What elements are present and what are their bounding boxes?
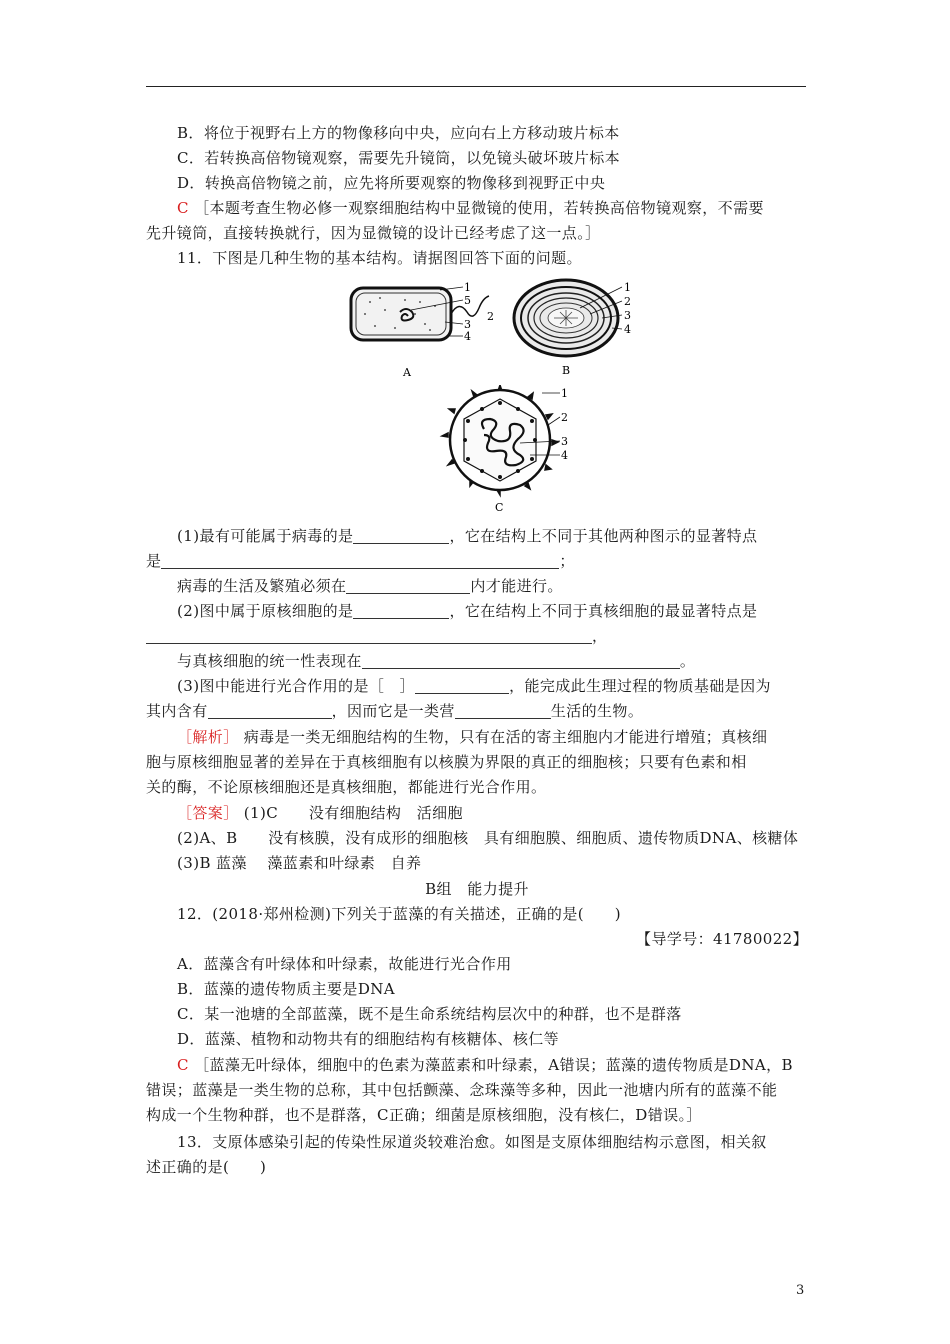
figure-b-label-1: 1: [624, 281, 631, 294]
q11-part3-line2: 其内含有 ，因而它是一类营 生活的生物。: [146, 702, 644, 720]
q10-answer-letter: C: [177, 199, 189, 217]
q12-answer-letter: C: [177, 1056, 189, 1074]
q10-explanation-line2: 先升镜筒，直接转换就行，因为显微镜的设计已经考虑了这一点。］: [146, 224, 601, 242]
q12-explanation-line2: 错误；蓝藻是一类生物的总称，其中包括颤藻、念珠藻等多种，因此一池塘内所有的蓝藻不能: [146, 1081, 778, 1099]
figure-c-label-4: 4: [561, 449, 568, 462]
q11-analysis-line3: 关的酶，不论原核细胞还是真核细胞，都能进行光合作用。: [146, 778, 547, 796]
blank-1[interactable]: [353, 528, 449, 544]
q11-answer-line1: ［答案］ (1)C 没有细胞结构 活细胞: [177, 804, 463, 822]
analysis-tag: ［解析］: [177, 728, 239, 746]
figure-c-label-2: 2: [561, 411, 568, 424]
figure-a-label-4: 4: [464, 330, 471, 343]
q11-answer-line3: (3)B 蓝藻 藻蓝素和叶绿素 自养: [177, 854, 422, 872]
q12-option-d: D．蓝藻、植物和动物共有的细胞结构有核糖体、核仁等: [177, 1030, 560, 1048]
q13-stem-line2: 述正确的是( ): [146, 1158, 267, 1176]
figure-b-caption: B: [562, 364, 571, 377]
blank-7[interactable]: [415, 678, 509, 694]
blank-8[interactable]: [208, 703, 332, 719]
figure-b-label-3: 3: [624, 309, 631, 322]
figure-c-label-1: 1: [561, 387, 568, 400]
q11-part1-line3: 病毒的生活及繁殖必须在 内才能进行。: [177, 577, 563, 595]
q10-option-d: D．转换高倍物镜之前，应先将所要观察的物像移到视野正中央: [177, 174, 606, 192]
q10-option-b: B．将位于视野右上方的物像移向中央，应向右上方移动玻片标本: [177, 124, 620, 142]
q11-analysis-line2: 胞与原核细胞显著的差异在于真核细胞有以核膜为界限的真正的细胞核；只要有色素和相: [146, 753, 747, 771]
q11-part3-line1: (3)图中能进行光合作用的是［ ］ ，能完成此生理过程的物质基础是因为: [177, 677, 771, 695]
blank-2[interactable]: [161, 553, 559, 569]
q13-stem-line1: 13．支原体感染引起的传染性尿道炎较难治愈。如图是支原体细胞结构示意图，相关叙: [177, 1133, 767, 1151]
figure-a-bacterium: [345, 280, 510, 380]
figure-c-label-3: 3: [561, 435, 568, 448]
answer-tag: ［答案］: [177, 804, 239, 822]
q12-option-c: C．某一池塘的全部蓝藻，既不是生命系统结构层次中的种群，也不是群落: [177, 1005, 682, 1023]
q12-stem: 12．(2018·郑州检测)下列关于蓝藻的有关描述，正确的是( ): [177, 905, 622, 923]
q11-answer-line2: (2)A、B 没有核膜，没有成形的细胞核 具有细胞膜、细胞质、遗传物质DNA、核糖体: [177, 829, 799, 847]
q12-explanation-line3: 构成一个生物种群，也不是群落，C正确；细菌是原核细胞，没有核仁，D错误。］: [146, 1106, 702, 1124]
q10-explanation-line1: C ［本题考查生物必修一观察细胞结构中显微镜的使用，若转换高倍物镜观察，不需要: [177, 199, 764, 217]
blank-3[interactable]: [346, 578, 470, 594]
section-heading: B组 能力提升: [425, 880, 529, 898]
figure-a-caption: A: [403, 366, 411, 379]
q11-stem: 11．下图是几种生物的基本结构。请据图回答下面的问题。: [177, 249, 582, 267]
figure-a-label-5: 5: [464, 294, 471, 307]
q11-part2-line3: 与真核细胞的统一性表现在 。: [177, 652, 696, 670]
q11-part1-line1: (1)最有可能属于病毒的是 ，它在结构上不同于其他两种图示的显著特点: [177, 527, 758, 545]
blank-5[interactable]: [146, 628, 592, 644]
q12-option-a: A．蓝藻含有叶绿体和叶绿素，故能进行光合作用: [177, 955, 512, 973]
q12-explanation-line1: C ［蓝藻无叶绿体，细胞中的色素为藻蓝素和叶绿素，A错误；蓝藻的遗传物质是DNA，B: [177, 1056, 793, 1074]
figure-c-caption: C: [495, 501, 504, 514]
q10-option-c: C．若转换高倍物镜观察，需要先升镜筒，以免镜头破坏玻片标本: [177, 149, 621, 167]
page-number: 3: [796, 1283, 805, 1298]
q11-analysis-line1: ［解析］ 病毒是一类无细胞结构的生物，只有在活的寄主细胞内才能进行增殖；真核细: [177, 728, 768, 746]
figure-a-label-3: 3: [464, 318, 471, 331]
q12-option-b: B．蓝藻的遗传物质主要是DNA: [177, 980, 396, 998]
figure-b-cyanobacterium: [510, 278, 650, 380]
figure-b-label-4: 4: [624, 323, 631, 336]
blank-4[interactable]: [353, 603, 449, 619]
q11-part2-line2: ，: [146, 623, 808, 649]
figure-c-virus: [438, 385, 588, 515]
q12-guide-number: 【导学号：41780022】: [636, 930, 808, 948]
figure-b-label-2: 2: [624, 295, 631, 308]
q11-part1-line2: 是 ；: [146, 552, 575, 570]
blank-6[interactable]: [362, 653, 680, 669]
q11-part2-line1: (2)图中属于原核细胞的是 ，它在结构上不同于真核细胞的最显著特点是: [177, 602, 758, 620]
header-rule: [146, 86, 806, 87]
figure-a-label-1: 1: [464, 281, 471, 294]
figure-a-label-2: 2: [487, 310, 494, 323]
blank-9[interactable]: [455, 703, 551, 719]
